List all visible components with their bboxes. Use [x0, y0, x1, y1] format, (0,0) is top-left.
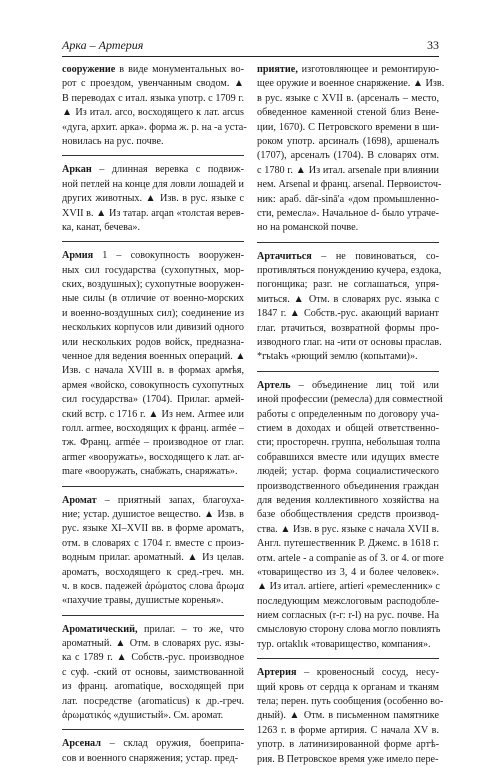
dictionary-entry	[62, 163, 244, 235]
entry-line: ▲ Из итал. artiere, artieri «ремесленник» с	[257, 581, 440, 593]
headword: Артачиться	[257, 250, 312, 262]
dictionary-entry	[257, 379, 444, 652]
entry-line: тела; перен. путь сообщения (особенно во-	[257, 696, 444, 708]
entry-line: ἀρωματικός «душистый». См. аромат.	[62, 710, 224, 722]
entry-line: иной профессии (ремесла) для совместной	[257, 394, 443, 406]
dictionary-entry	[62, 63, 247, 149]
headword: Ароматический,	[62, 623, 138, 635]
dictionary-entry	[62, 737, 244, 766]
entry-line: с 1780 г. ▲ Из итал. arsenale при влиянии	[257, 164, 439, 176]
entry-line: Артель – объединение лиц той или	[257, 379, 439, 391]
entry-line: или нескольких родов войск, предназна-	[62, 336, 244, 348]
entry-line: ные силы (в отличие от военно-морских	[62, 293, 244, 305]
entry-line: рия. В Петровское время уже имело пере-	[257, 753, 439, 765]
entry-line: Арсенал – склад оружия, боеприпа-	[62, 738, 244, 750]
entry-line: рус. языке XI–XVII вв. в форме ароматъ,	[62, 523, 244, 535]
entry-line: ник: араб. dār-sinā'a «дом промышленно-	[257, 193, 439, 205]
entry-line: щий кровь от сердца к органам и тканям	[257, 681, 439, 693]
entry-line: новилась на рус. почве.	[62, 135, 164, 147]
entry-separator	[62, 155, 244, 156]
entry-line: нескольких корпусов или дивизий одного	[62, 322, 244, 334]
headword: Армия	[62, 250, 94, 262]
entry-line: роком употр. арсиналъ (1698), аршеналъ	[257, 135, 439, 147]
entry-line: ароматный. ▲ Отм. в словарях рус. язы-	[62, 638, 244, 650]
entry-line: и военно-воздушных сил); соединение из	[62, 307, 244, 319]
headword: приятие,	[257, 64, 298, 75]
entry-line: ▲ Из итал. arco, восходящего к лат. arcus	[62, 107, 244, 119]
entry-line: 1847 г. ▲ Собств.-рус. акающий вариант	[257, 308, 439, 320]
entry-line: ченное для ведения военных операций. ▲	[62, 351, 246, 363]
dictionary-entry	[62, 494, 244, 609]
dictionary-entry	[257, 666, 444, 767]
headword: Артель	[257, 379, 291, 391]
entry-line: ских, воздушных); сухопутные вооружен-	[62, 279, 244, 291]
entry-line: водным прилаг. ароматный. ▲ Из целав.	[62, 552, 244, 564]
entry-line: работы с определенным по договору уча-	[257, 408, 439, 420]
entry-line: (1707), арсеналъ (1704). В словарях отм.	[257, 150, 439, 162]
entry-line: тур. ortaklık «товарищество, компания».	[257, 638, 431, 650]
entry-line: Англ. путешественник Р. Джемс. в 1618 г.	[257, 538, 439, 550]
entry-separator	[257, 658, 439, 659]
entry-separator	[62, 615, 244, 616]
left-column	[62, 63, 247, 766]
entry-line: щее оружие и военное снаряжение. ▲ Изв.	[257, 78, 445, 90]
entry-line: для ведения коллективного хозяйства на	[257, 494, 439, 506]
entry-line: с суф. -ский от основы, заимствованной	[62, 666, 244, 678]
entry-line: глаг. ртачиться, возвратной формы про-	[257, 322, 439, 334]
entry-line: употр. в латинизированной форме артѣ-	[257, 739, 439, 751]
dictionary-entry	[62, 249, 244, 479]
entry-line: армея «войско, совокупность сухопутных	[62, 379, 244, 391]
entry-line: ч. в косв. падежей ἀρώματος слова ἄρωμα	[62, 580, 244, 592]
entry-line: из франц. aromatique, восходящей при	[62, 681, 244, 693]
entry-line: сти; просторечн. группа, небольшая толпа	[257, 437, 441, 449]
entry-line: людей; устар. форма социалистического	[257, 466, 439, 478]
entry-line: базе обобществления средств производ-	[257, 509, 439, 521]
headword: Арсенал	[62, 738, 101, 750]
entry-line: XVII в. ▲ Из татар. arqan «толстая верев-	[62, 207, 244, 219]
right-column	[257, 63, 445, 767]
entry-line: в рус. языке с XVII в. (арсеналъ – место,	[257, 92, 439, 104]
header-rule	[62, 56, 439, 57]
entry-separator	[257, 242, 439, 243]
entry-line: ка с 1789 г. ▲ Собств.-рус. производное	[62, 652, 244, 664]
entry-line: сил государства» (1704). Прилаг. армей-	[62, 394, 244, 406]
entry-line: нием согласных (r-r: r-l) на рус. почве. На	[257, 610, 439, 622]
entry-line: Аромат – приятный запах, благоуха-	[62, 494, 244, 506]
entry-line: миться. ▲ Отм. в словарях рус. языка с	[257, 293, 439, 305]
entry-line: лат. посредстве (aromaticus) к др.-греч.	[62, 695, 244, 707]
entry-line: «товарищество из 3, 4 и более человек».	[257, 566, 439, 578]
entry-line: ка, канат, бечева».	[62, 221, 141, 233]
headword: Артерия	[257, 667, 297, 679]
entry-line: нем. Arsenal и франц. arsenal. Первоисточ-	[257, 179, 442, 191]
page-number: 33	[427, 38, 439, 52]
entry-line: голл. armee, восходящих к франц. armée –	[62, 422, 244, 434]
entry-line: armer «вооружать», восходящего к лат. ar-	[62, 451, 244, 463]
entry-line: производственного объединения граждан	[257, 480, 439, 492]
headword: сооружение	[62, 64, 116, 75]
entry-line: сов и военного снаряжения; устар. пред-	[62, 752, 239, 764]
entry-line: mare «вооружать, снабжать, снаряжать».	[62, 466, 238, 478]
entry-line: собравшихся вместе или идущих вместе	[257, 451, 439, 463]
entry-line: противляться понуждению кучера, ездока,	[257, 265, 442, 277]
headword: Аромат	[62, 494, 97, 506]
headword: Аркан	[62, 164, 92, 176]
entry-line: В переводах с итал. языка употр. с 1709 г.	[62, 92, 244, 104]
entry-line: ных сил государства (сухопутных, мор-	[62, 264, 244, 276]
entry-line: смысловую сторону слова могло повлиять	[257, 624, 441, 636]
dictionary-entry	[62, 623, 244, 724]
dictionary-entry	[257, 63, 445, 236]
entry-line: Аркан – длинная веревка с подвиж-	[62, 164, 244, 176]
entry-separator	[62, 241, 244, 242]
entry-line: ции, 1670). С Петровского времени в ши-	[257, 121, 439, 133]
entry-line: Армия 1 – совокупность вооружен-	[62, 250, 244, 262]
entry-line: сти, ремесла». Начальное d- было утраче-	[257, 207, 439, 219]
running-head-title: Арка – Артерия	[62, 38, 144, 52]
entry-line: изводного глаг. на -ити от основы праслав.	[257, 337, 442, 349]
entry-line: погонщика; разг. не соглашаться, упря-	[257, 279, 439, 291]
entry-separator	[62, 486, 244, 487]
running-head	[62, 37, 439, 55]
entry-line: стием в доходах и общей ответственно-	[257, 422, 439, 434]
entry-line: последующим межслоговым расподобле-	[257, 595, 439, 607]
entry-line: Изв. с начала XVIII в. в формах армѣя,	[62, 365, 244, 377]
entry-line: Артачиться – не повиноваться, со-	[257, 250, 439, 262]
entry-line: «пахучие травы, душистые коренья».	[62, 595, 224, 607]
entry-line: Артерия – кровеносный сосуд, несу-	[257, 667, 439, 679]
entry-line: других животных. ▲ Изв. в рус. языке с	[62, 193, 244, 205]
entry-separator	[62, 729, 244, 730]
dictionary-entry	[257, 250, 442, 365]
entry-line: ский встр. с 1716 г. ▲ Из нем. Armee или	[62, 408, 244, 420]
entry-line: *rъtakъ «рющий землю (копытами)».	[257, 351, 418, 363]
entry-line: сооружение в виде монументальных во-	[62, 64, 244, 75]
entry-line: обведенное каменной стеной близ Вене-	[257, 107, 439, 119]
entry-line: ной петлей на конце для ловли лошадей и	[62, 178, 244, 190]
entry-line: Ароматический, прилаг. – то же, что	[62, 623, 244, 635]
entry-line: ства. ▲ Изв. в рус. языке с начала XVII в.	[257, 523, 439, 535]
entry-line: ароматъ, восходящего к сред.-греч. мн.	[62, 566, 244, 578]
entry-line: отм. artele - a companie as of 3. or 4. or more	[257, 552, 444, 564]
entry-separator	[257, 371, 439, 372]
entry-line: приятие, изготовляющее и ремонтирую-	[257, 64, 439, 75]
entry-line: 1263 г. в форме артирия. С начала XV в.	[257, 724, 439, 736]
entry-line: отм. в словарях с 1704 г. вместе с произ-	[62, 537, 244, 549]
entry-line: рот с проездом, увенчанным сводом. ▲	[62, 78, 244, 90]
entry-line: дный). ▲ Отм. в письменном памятнике	[257, 710, 439, 722]
entry-line: но на романской почве.	[257, 222, 359, 234]
entry-line: тж. Франц. armée – производное от глаг.	[62, 437, 244, 449]
entry-line: ние; устар. душистое вещество. ▲ Изв. в	[62, 508, 244, 520]
entry-line: «дуга, архит. арка». форма ж. р. на -а уста-	[62, 121, 247, 133]
